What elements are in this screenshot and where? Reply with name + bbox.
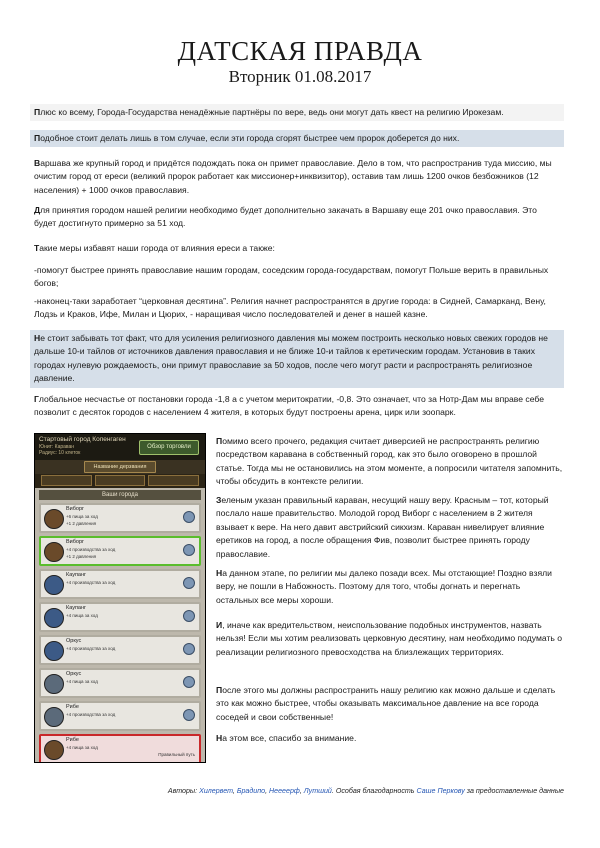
city-pressure: +1 2 давления [66, 521, 97, 526]
paragraph-text: одобное стоит делать лишь в том случае, если эти города сгорят быстрее чем пророк доберется до них. [40, 133, 460, 143]
masthead [0, 36, 600, 87]
paragraph-5 [30, 240, 564, 257]
city-name: Рибе [66, 704, 79, 710]
city-row[interactable] [39, 602, 201, 632]
paragraph-1 [30, 104, 564, 121]
paragraph-text: еленым указан правильный караван, несущий нашу веру. Красным – тот, который послало наше правительство. Молодой город Виборг с населением в 2 жителя взывает к вере. На него давит австрийский сикхизм. Караван нивелирует влияние еретиков на город, а после обращения Фив, позволит быстрее принять городу православие. [216, 495, 549, 559]
city-pressure: +1 2 давления [66, 554, 97, 559]
game-subtabs [35, 474, 205, 486]
city-pressure: Правильный путь [158, 752, 195, 757]
select-city-icon[interactable] [183, 577, 195, 589]
paragraph-text: акие меры избавят наши города от влияния ереси а также: [39, 243, 275, 253]
religion-icon [44, 575, 64, 595]
religion-icon [44, 674, 64, 694]
city-row[interactable] [39, 701, 201, 731]
drop-cap: Н [216, 568, 223, 578]
game-tab[interactable]: Название дерзвания [84, 461, 156, 473]
newspaper-title: ДАТСКАЯ ПРАВДА [177, 36, 423, 66]
credits-prefix: Авторы: [167, 787, 200, 795]
select-city-icon[interactable] [183, 511, 195, 523]
game-title: Стартовый город Копенгаген [39, 436, 126, 443]
paragraph-text: омимо всего прочего, редакция считает диверсией не распространять религию посредством каравана в собственный город, как это было оговорено в прошлой статье. Тогда мы не остановились на этом моменте, а попросили читателя запомнить, чтобы обсудить в контексте религии. [216, 436, 563, 487]
city-yield: +4 производства за ход [66, 712, 116, 717]
right-paragraph-5 [216, 684, 564, 724]
game-screenshot [34, 433, 206, 763]
paragraph-text: -наконец-таки заработает “церковная десятина”. Религия начнет распространятся в другие города: в Сидней, Самарканд, Вену, Лодзь и Краков, Ифе, Милан и Цюрих, - наращивая число последователей и денег в нашей казне. [34, 296, 546, 320]
right-paragraph-4 [216, 619, 564, 659]
paragraph-text: ля принятия городом нашей религии необходимо будет дополнительно закачать в Варшаву еще 201 очко православия. Это будет достигнуто примерно за 51 ход. [34, 205, 537, 229]
right-paragraph-2 [216, 494, 564, 561]
select-city-icon[interactable] [183, 709, 195, 721]
city-yield: +4 пища за ход [66, 679, 98, 684]
city-name: Каупанг [66, 572, 87, 578]
city-row[interactable] [39, 503, 201, 533]
city-name: Виборг [66, 539, 85, 545]
game-subtab[interactable] [148, 475, 199, 486]
game-subtitle: Радиус: 10 клеток [39, 450, 81, 456]
religion-icon [44, 608, 64, 628]
select-city-icon[interactable] [183, 610, 195, 622]
game-subtab[interactable] [95, 475, 146, 486]
select-city-icon[interactable] [183, 643, 195, 655]
issue-date: Вторник 01.08.2017 [228, 67, 372, 86]
city-yield: +4 производства за ход [66, 646, 116, 651]
drop-cap: Н [216, 733, 223, 743]
author-link[interactable]: Неееерф [269, 787, 300, 795]
drop-cap: Д [34, 205, 41, 215]
thanks-link[interactable]: Саше Перкову [416, 787, 465, 795]
drop-cap: П [34, 133, 41, 143]
religion-icon [44, 641, 64, 661]
paragraph-text: е стоит забывать тот факт, что для усиления религиозного давления мы можем построить несколько новых свежих городов не дальше 10-и тайлов от источников давления православия и не ближе 10-и тайлов к еретическим городам. Установив в таких городах нулевую рождаемость, они примут православие за 50 ходов, после чего могут расти и распространять религиозное давление. [34, 333, 548, 384]
paragraph-text: -помогут быстрее принять православие нашим городам, соседским города-государствам, помогут Польше верить в правильных богов; [34, 265, 549, 289]
paragraph-9 [30, 391, 564, 422]
city-yield: +4 пища за ход [66, 613, 98, 618]
right-paragraph-6 [216, 732, 564, 745]
drop-cap: П [34, 107, 41, 117]
paragraph-4 [30, 202, 564, 233]
drop-cap: В [34, 158, 41, 168]
paragraph-7 [30, 293, 564, 324]
city-name: Оркус [66, 638, 82, 644]
credits-suffix: за предоставленные данные [464, 787, 564, 795]
paragraph-text: а данном этапе, по религии мы далеко позади всех. Мы отстающие! Поздно взяли веру, не пошли в Набожность. Поэтому для того, чтобы догнать и перегнать остальных все меры хороши. [216, 568, 552, 605]
credits-mid: . Особая благодарность [331, 787, 417, 795]
city-row[interactable] [39, 569, 201, 599]
paragraph-text: осле этого мы должны распространить нашу религию как можно дальше и сделать это как можно быстрее, чтобы оказывать максимальное давление на все города соседей и свои собственные! [216, 685, 556, 722]
drop-cap: Г [34, 394, 39, 404]
city-row[interactable] [39, 536, 201, 566]
game-subtab[interactable] [41, 475, 92, 486]
drop-cap: П [216, 685, 223, 695]
religion-icon [44, 542, 64, 562]
paragraph-2 [30, 130, 564, 147]
drop-cap: Н [34, 333, 41, 343]
paragraph-8 [30, 330, 564, 388]
city-name: Оркус [66, 671, 82, 677]
city-name: Рибе [66, 737, 79, 743]
author-link[interactable]: Брадипо [236, 787, 266, 795]
drop-cap: И [216, 620, 223, 630]
city-yield: +4 пища за ход [66, 745, 98, 750]
game-tabs [35, 460, 205, 474]
city-yield: +4 производства за ход [66, 547, 116, 552]
paragraph-6 [30, 262, 564, 293]
section-header: Ваши города [39, 490, 201, 500]
city-name: Виборг [66, 506, 85, 512]
city-yield: +6 пища за ход [66, 514, 98, 519]
right-paragraph-1 [216, 435, 564, 489]
game-subtitle: Юнит: Караван [39, 444, 75, 450]
city-name: Каупанг [66, 605, 87, 611]
religion-icon [44, 509, 64, 529]
religion-icon [44, 707, 64, 727]
paragraph-3 [30, 155, 564, 199]
paragraph-text: лобальное несчастье от постановки города -1,8 а с учетом меритократии, -0,8. Это означает, что за Нотр-Дам мы вправе себе позволит с десяток городов с населением 4 жителя, в которых будут построены арена, цирк или зоопарк. [34, 394, 545, 418]
city-row[interactable] [39, 635, 201, 665]
city-row[interactable] [39, 668, 201, 698]
author-link[interactable]: Хилервет [199, 787, 233, 795]
city-yield: +4 производства за ход [66, 580, 116, 585]
drop-cap: З [216, 495, 222, 505]
drop-cap: П [216, 436, 223, 446]
select-city-icon[interactable] [183, 676, 195, 688]
paragraph-text: а этом все, спасибо за внимание. [222, 733, 357, 743]
paragraph-text: люс ко всему, Города-Государства ненадёжные партнёры по вере, ведь они могут дать квест на религию Ирокезам. [40, 107, 504, 117]
right-paragraph-3 [216, 567, 564, 607]
select-city-icon[interactable] [183, 544, 195, 556]
religion-icon [44, 740, 64, 760]
trade-overview-button[interactable]: Обзор торговли [139, 440, 199, 455]
author-link[interactable]: Лутший [303, 787, 332, 795]
city-list [35, 488, 205, 762]
credits-footer: Авторы: Хилервет, Брадипо, Неееерф, Лутший. Особая благодарность Саше Перкову за предоставленные данные [167, 787, 564, 795]
drop-cap: Т [34, 243, 40, 253]
paragraph-text: , иначе как вредительством, неиспользование подобных инструментов, назвать нельзя! Если мы хотим реализовать церковную десятину, нам необходимо подумать о реализации религиозного превосходства на близлежащих территориях. [216, 620, 563, 657]
paragraph-text: аршава же крупный город и придётся подождать пока он примет православие. Дело в том, что распространив туда миссию, мы очистим город от ереси (великий пророк работает как миссионер+инквизитор), оставив там лишь 1200 очков безбожников (12 населения) + 1000 очков православия. [34, 158, 552, 195]
city-row[interactable] [39, 734, 201, 763]
